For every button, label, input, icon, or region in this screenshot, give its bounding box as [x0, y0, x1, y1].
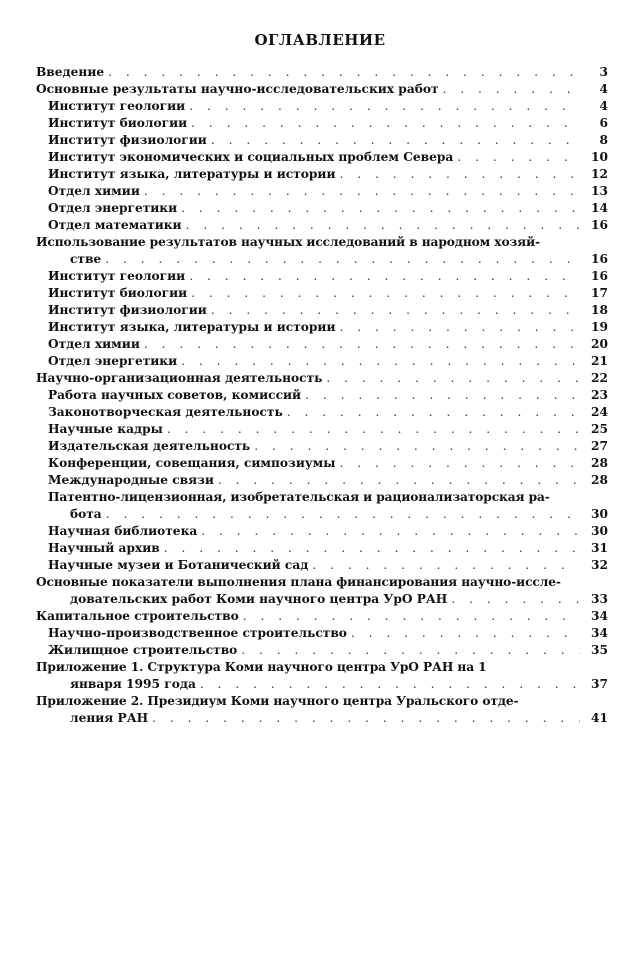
toc-entry-title: Жилищное строительство — [48, 643, 238, 657]
toc-entry-page: 28 — [591, 456, 608, 470]
toc-entry-title-line1: Патентно-лицензионная, изобретательская и рационализаторская ра- — [48, 490, 550, 504]
toc-entry[interactable] — [36, 302, 608, 319]
toc-entry[interactable] — [36, 693, 608, 727]
toc-entry[interactable] — [36, 319, 608, 336]
toc-entry[interactable] — [36, 149, 608, 166]
dot-leader — [211, 302, 580, 319]
toc-entry[interactable] — [36, 387, 608, 404]
toc-entry[interactable] — [36, 523, 608, 540]
toc-entry-page: 25 — [591, 422, 608, 436]
dot-leader — [326, 370, 580, 387]
toc-entry[interactable] — [36, 625, 608, 642]
toc-entry-title: Основные результаты научно-исследовательских работ — [36, 82, 439, 96]
dot-leader — [105, 251, 580, 268]
toc-entry-page: 20 — [591, 337, 608, 351]
toc-entry-page: 35 — [591, 643, 608, 657]
toc-entry[interactable] — [36, 336, 608, 353]
dot-leader — [305, 387, 580, 404]
toc-entry-page: 34 — [591, 609, 608, 623]
toc-entry-title: бота — [70, 507, 102, 521]
dot-leader — [164, 540, 580, 557]
toc-entry-title: Институт биологии — [48, 286, 188, 300]
toc-entry-page: 4 — [599, 99, 608, 113]
toc-entry[interactable] — [36, 489, 608, 523]
toc-entry[interactable] — [36, 608, 608, 625]
dot-leader — [351, 625, 580, 642]
toc-entry[interactable] — [36, 370, 608, 387]
toc-entry-page: 22 — [591, 371, 608, 385]
toc-entry-page: 23 — [591, 388, 608, 402]
toc-entry-title: Научно-производственное строительство — [48, 626, 347, 640]
toc-entry-page: 16 — [591, 269, 608, 283]
dot-leader — [191, 115, 580, 132]
toc-entry-title: Законотворческая деятельность — [48, 405, 283, 419]
toc-entry-page: 12 — [591, 167, 608, 181]
toc-entry-title: ления РАН — [70, 711, 149, 725]
toc-entry-title: Институт геологии — [48, 99, 186, 113]
toc-entry-page: 33 — [591, 592, 608, 606]
toc-entry-title: Институт физиологии — [48, 133, 207, 147]
toc-entry-page: 18 — [591, 303, 608, 317]
dot-leader — [243, 608, 580, 625]
dot-leader — [254, 438, 580, 455]
toc-entry[interactable] — [36, 217, 608, 234]
dot-leader — [241, 642, 580, 659]
dot-leader — [200, 676, 580, 693]
toc-entry-title: Научные музеи и Ботанический сад — [48, 558, 309, 572]
toc-entry-page: 3 — [599, 65, 608, 79]
toc-entry[interactable] — [36, 404, 608, 421]
toc-entry[interactable] — [36, 183, 608, 200]
dot-leader — [181, 353, 580, 370]
toc-entry-page: 41 — [591, 711, 608, 725]
dot-leader — [443, 81, 580, 98]
toc-entry-title: стве — [70, 252, 102, 266]
toc-entry[interactable] — [36, 353, 608, 370]
toc-entry-title: Научные кадры — [48, 422, 163, 436]
toc-entry-title: Издательская деятельность — [48, 439, 251, 453]
dot-leader — [339, 455, 580, 472]
toc-entry-title: Международные связи — [48, 473, 214, 487]
dot-leader — [218, 472, 580, 489]
dot-leader — [340, 319, 581, 336]
toc-entry[interactable] — [36, 659, 608, 693]
toc-entry[interactable] — [36, 285, 608, 302]
dot-leader — [340, 166, 581, 183]
dot-leader — [186, 217, 580, 234]
toc-entry-title: Институт биологии — [48, 116, 188, 130]
toc-entry[interactable] — [36, 574, 608, 608]
dot-leader — [312, 557, 580, 574]
toc-entry-page: 14 — [591, 201, 608, 215]
toc-entry-title-line1: Использование результатов научных исследований в народном хозяй- — [36, 235, 540, 249]
toc-entry[interactable] — [36, 166, 608, 183]
toc-entry[interactable] — [36, 64, 608, 81]
toc-entry-title: Научная библиотека — [48, 524, 198, 538]
toc-entry-title-line1: Приложение 1. Структура Коми научного центра УрО РАН на 1 — [36, 660, 487, 674]
dot-leader — [287, 404, 580, 421]
toc-entry-title: Отдел математики — [48, 218, 182, 232]
dot-leader — [457, 149, 580, 166]
toc-entry[interactable] — [36, 455, 608, 472]
toc-entry[interactable] — [36, 115, 608, 132]
dot-leader — [189, 98, 580, 115]
dot-leader — [167, 421, 580, 438]
toc-entry-title: Капитальное строительство — [36, 609, 239, 623]
dot-leader — [201, 523, 580, 540]
toc-entry[interactable] — [36, 472, 608, 489]
toc-entry-title: Институт физиологии — [48, 303, 207, 317]
toc-entry-title: Отдел энергетики — [48, 354, 178, 368]
toc-entry-page: 4 — [599, 82, 608, 96]
toc-entry-title: Институт языка, литературы и истории — [48, 320, 336, 334]
dot-leader — [108, 64, 580, 81]
dot-leader — [191, 285, 580, 302]
toc-entry-title: Институт языка, литературы и истории — [48, 167, 336, 181]
toc-entry-title: Институт экономических и социальных проблем Севера — [48, 150, 454, 164]
page-title: ОГЛАВЛЕНИЕ — [254, 31, 386, 49]
dot-leader — [451, 591, 580, 608]
toc-entry-page: 16 — [591, 252, 608, 266]
dot-leader — [152, 710, 580, 727]
toc-entry-page: 17 — [591, 286, 608, 300]
toc-entry-page: 10 — [591, 150, 608, 164]
dot-leader — [144, 183, 580, 200]
toc-entry-title: Конференции, совещания, симпозиумы — [48, 456, 336, 470]
toc-entry[interactable] — [36, 557, 608, 574]
toc-entry-page: 34 — [591, 626, 608, 640]
table-of-contents — [36, 64, 608, 727]
toc-entry-title: января 1995 года — [70, 677, 196, 691]
toc-entry-page: 31 — [591, 541, 608, 555]
toc-entry[interactable] — [36, 642, 608, 659]
toc-entry-title-line1: Основные показатели выполнения плана финансирования научно-иссле- — [36, 575, 561, 589]
toc-entry-page: 8 — [599, 133, 608, 147]
toc-entry-title: Работа научных советов, комиссий — [48, 388, 302, 402]
toc-entry-title-line1: Приложение 2. Президиум Коми научного центра Уральского отде- — [36, 694, 519, 708]
toc-entry-page: 27 — [591, 439, 608, 453]
toc-entry-page: 30 — [591, 507, 608, 521]
toc-entry-page: 19 — [591, 320, 608, 334]
toc-entry[interactable] — [36, 268, 608, 285]
toc-entry-page: 30 — [591, 524, 608, 538]
toc-entry-page: 28 — [591, 473, 608, 487]
toc-entry-title: Отдел химии — [48, 337, 140, 351]
toc-entry[interactable] — [36, 81, 608, 98]
toc-entry[interactable] — [36, 200, 608, 217]
toc-entry-page: 32 — [591, 558, 608, 572]
toc-entry-title: Отдел химии — [48, 184, 140, 198]
toc-entry-title: Институт геологии — [48, 269, 186, 283]
toc-entry-title: Отдел энергетики — [48, 201, 178, 215]
dot-leader — [189, 268, 580, 285]
toc-entry[interactable] — [36, 98, 608, 115]
toc-entry[interactable] — [36, 421, 608, 438]
toc-entry-title: Введение — [36, 65, 105, 79]
toc-entry[interactable] — [36, 132, 608, 149]
toc-entry[interactable] — [36, 234, 608, 268]
dot-leader — [106, 506, 580, 523]
toc-entry-page: 13 — [591, 184, 608, 198]
dot-leader — [144, 336, 580, 353]
toc-entry[interactable] — [36, 540, 608, 557]
toc-entry-page: 37 — [591, 677, 608, 691]
toc-entry[interactable] — [36, 438, 608, 455]
dot-leader — [181, 200, 580, 217]
toc-entry-title: Научно-организационная деятельность — [36, 371, 323, 385]
dot-leader — [211, 132, 580, 149]
toc-entry-title: довательских работ Коми научного центра УрО РАН — [70, 592, 448, 606]
toc-entry-page: 24 — [591, 405, 608, 419]
toc-entry-title: Научный архив — [48, 541, 160, 555]
toc-entry-page: 6 — [599, 116, 608, 130]
toc-entry-page: 16 — [591, 218, 608, 232]
toc-entry-page: 21 — [591, 354, 608, 368]
